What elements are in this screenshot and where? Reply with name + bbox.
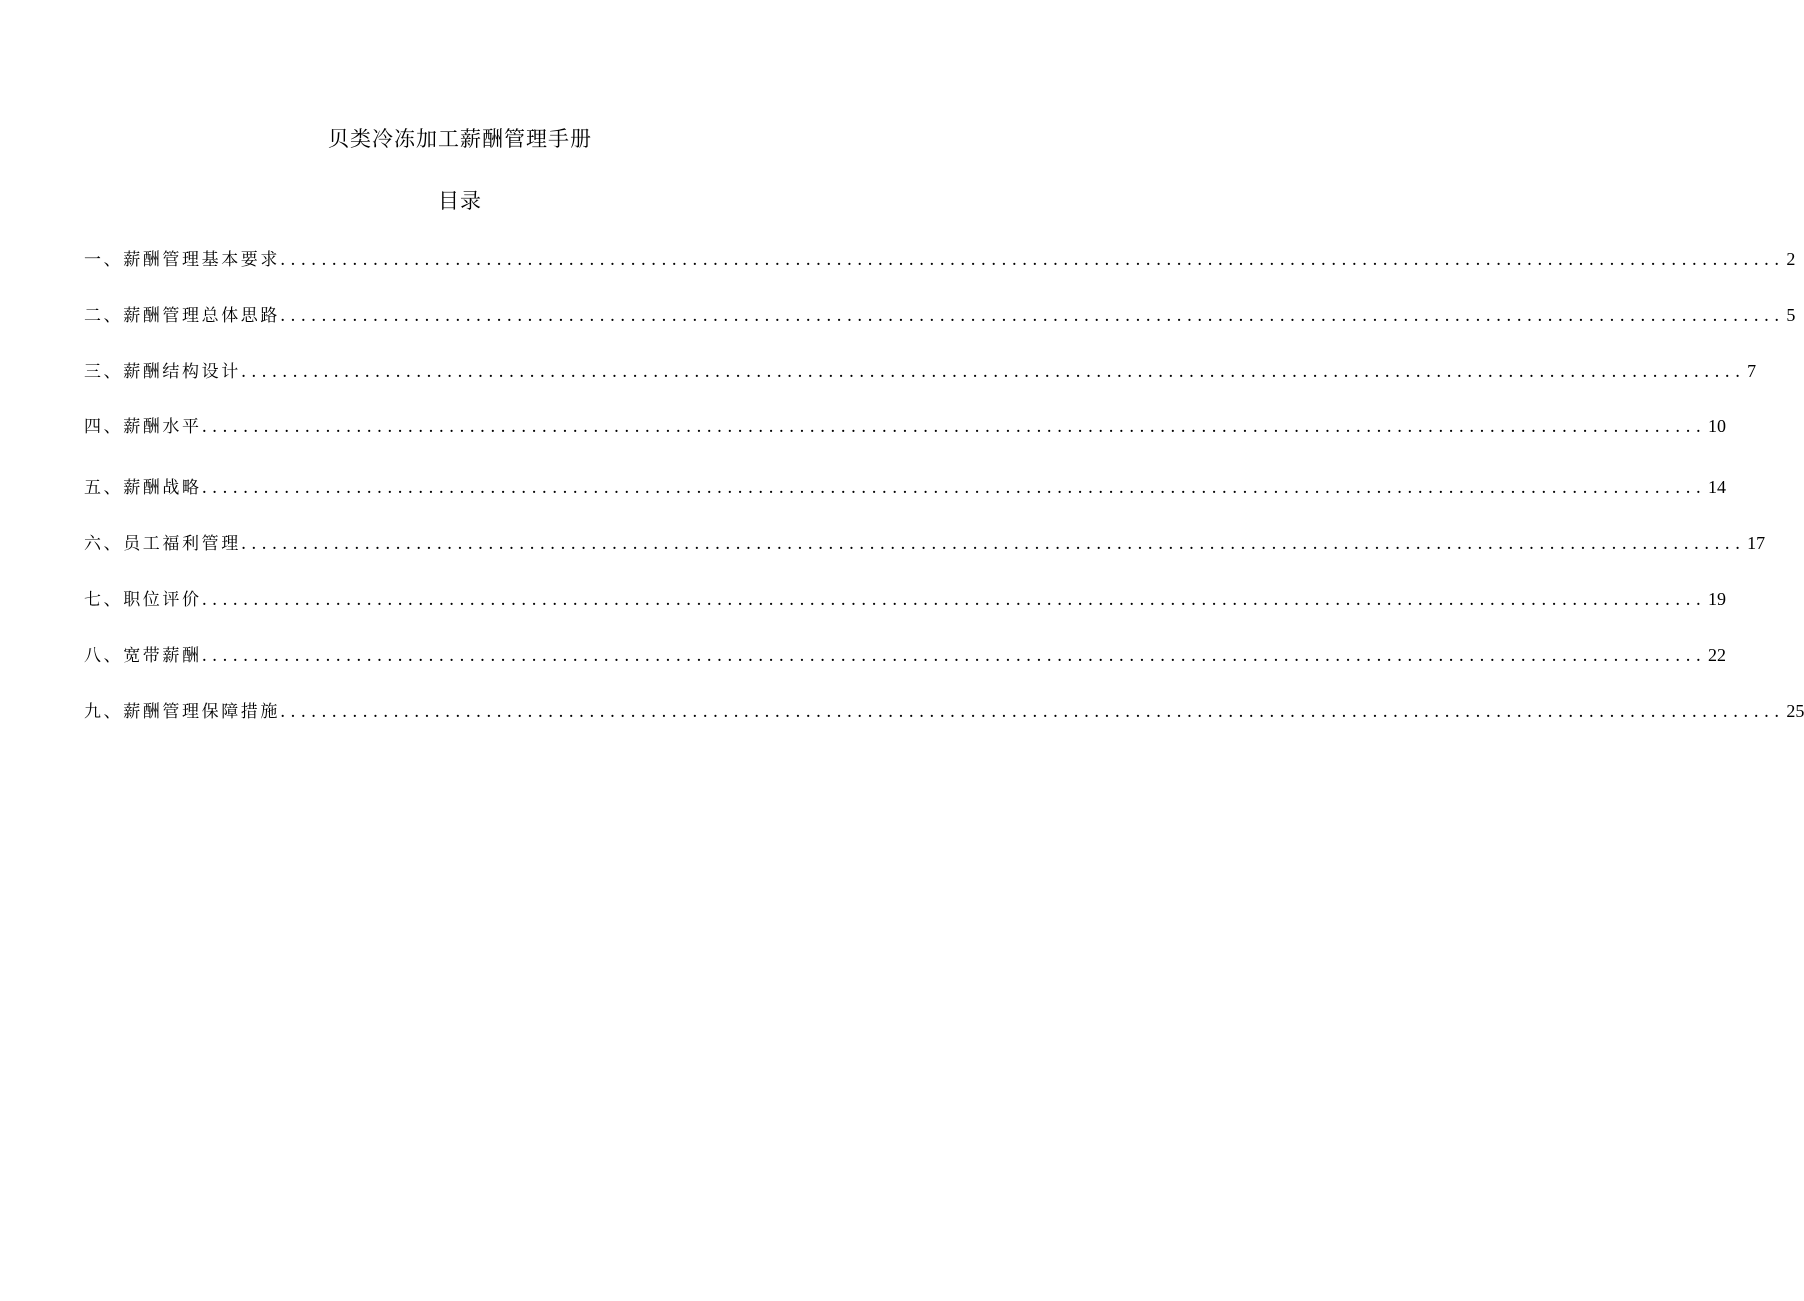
toc-page-number: 22	[1707, 645, 1726, 665]
toc-entry-1[interactable]	[84, 246, 1796, 272]
document-title: 贝类冷冻加工薪酬管理手册	[328, 127, 592, 151]
toc-entry-label: 三、薪酬结构设计	[84, 362, 241, 382]
toc-entry-label: 四、薪酬水平	[84, 417, 202, 437]
toc-entry-label: 二、薪酬管理总体思路	[84, 306, 280, 326]
toc-entry-label: 一、薪酬管理基本要求	[84, 250, 280, 270]
toc-entry-7[interactable]	[84, 586, 1726, 612]
toc-leader: ..................................................................................................................................................	[280, 702, 1785, 722]
toc-entry-9[interactable]	[84, 698, 1804, 724]
toc-entry-label: 八、宽带薪酬	[84, 646, 202, 666]
toc-heading: 目录	[438, 189, 482, 213]
toc-entry-2[interactable]	[84, 302, 1796, 328]
toc-page-number: 14	[1707, 477, 1726, 497]
toc-page-number: 25	[1786, 701, 1804, 721]
toc-entry-label: 六、员工福利管理	[84, 534, 241, 554]
toc-leader: ..................................................................................................................................................	[201, 590, 1706, 610]
toc-page-number: 2	[1786, 249, 1796, 269]
toc-entry-label: 五、薪酬战略	[84, 478, 202, 498]
table-of-contents	[84, 0, 1804, 1301]
toc-entry-3[interactable]	[84, 358, 1757, 384]
toc-entry-8[interactable]	[84, 642, 1726, 668]
toc-page-number: 10	[1707, 416, 1726, 436]
toc-page-number: 17	[1747, 533, 1766, 553]
toc-leader: ..................................................................................................................................................	[201, 478, 1706, 498]
toc-page-number: 7	[1747, 361, 1757, 381]
toc-entry-4[interactable]	[84, 413, 1726, 439]
toc-leader: ..................................................................................................................................................	[201, 646, 1706, 666]
toc-page-number: 5	[1786, 305, 1796, 325]
toc-entry-6[interactable]	[84, 530, 1766, 556]
toc-leader: ..................................................................................................................................................	[240, 534, 1746, 554]
toc-entry-label: 七、职位评价	[84, 590, 202, 610]
toc-leader: ..................................................................................................................................................	[280, 306, 1785, 326]
toc-leader: ..................................................................................................................................................	[280, 250, 1785, 270]
toc-entry-5[interactable]	[84, 474, 1726, 500]
toc-page-number: 19	[1707, 589, 1726, 609]
toc-leader: ..................................................................................................................................................	[240, 362, 1746, 382]
toc-leader: ..................................................................................................................................................	[201, 417, 1706, 437]
toc-entry-label: 九、薪酬管理保障措施	[84, 702, 280, 722]
